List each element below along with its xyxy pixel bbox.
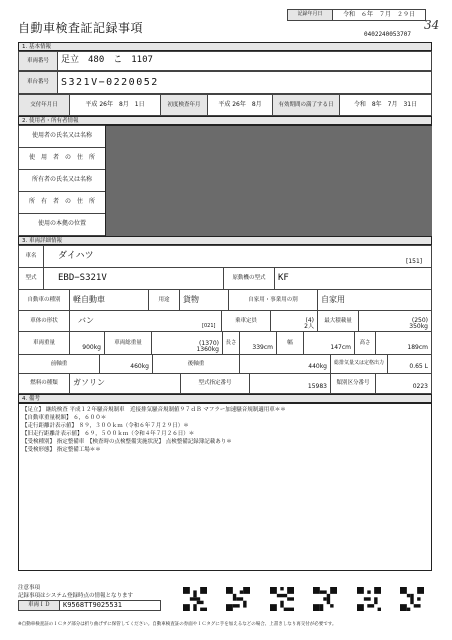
qr-code: [183, 587, 207, 611]
body-value: バン: [69, 310, 222, 332]
plate-label: 車両番号: [18, 51, 58, 71]
fuel-label: 燃料の種類: [18, 373, 70, 394]
document-number: 0402240053707: [364, 31, 411, 38]
base-location-label: 使用の本拠の位置: [18, 213, 106, 236]
user-address-label: 使 用 者 の 住 所: [18, 147, 106, 170]
handwritten-mark: 34: [424, 18, 440, 32]
remark-line: 【走行距離計表示値】 ８９，３００ｋｍ（令和６年７月２９日）＊: [22, 423, 189, 429]
qr-code: [400, 587, 424, 611]
redacted-owner-info: [106, 126, 432, 236]
section-owner-info: 2. 使用者・所有者情報: [18, 116, 432, 125]
capacity-current: 2人: [304, 323, 314, 331]
max-load-value: [358, 310, 432, 332]
height-value: 189cm: [375, 331, 432, 355]
owner-name-label-2: 所有者の氏名又は名称: [18, 169, 106, 192]
weight-value: 900kg: [69, 331, 105, 355]
capacity-label: 乗車定員: [221, 310, 271, 332]
remark-line: 【旧走行距離計表示値】 ６９，５００ｋｍ（令和４年７月２６日）＊: [22, 431, 195, 437]
engine-value: KF: [274, 267, 432, 290]
notice-label: 注意事項: [18, 585, 41, 591]
length-label: 長さ: [222, 331, 240, 355]
gross-weight-original: (1370): [199, 339, 219, 347]
first-registration-label: 初度検査年月: [160, 94, 208, 116]
max-load-original: (250): [411, 316, 428, 324]
remark-line: 【自動車重量税額】 ６，６００＊: [22, 415, 107, 421]
expiry-label: 有効期間の満了する日: [272, 94, 340, 116]
displacement-value: 0.65 L: [387, 354, 432, 374]
qr-code: [313, 587, 337, 611]
section-basic-info: 1. 基本情報: [18, 42, 432, 51]
capacity-value: [270, 310, 318, 332]
displacement-label: 総排気量又は定格出力: [330, 354, 388, 374]
class-number-value: 0223: [375, 373, 432, 394]
owner-address-label: 所 有 者 の 住 所: [18, 191, 106, 214]
fuel-value: ガソリン: [69, 373, 181, 394]
record-date-label: 記録年月日: [287, 9, 333, 21]
qr-code: [357, 587, 381, 611]
type-number-value: 15983: [249, 373, 331, 394]
front-axle-value: 460kg: [99, 354, 153, 374]
max-load-label: 最大積載量: [317, 310, 359, 332]
width-value: 147cm: [303, 331, 355, 355]
rear-axle-value: 440kg: [239, 354, 331, 374]
document-title: 自動車検査証記録事項: [18, 21, 144, 35]
max-load-current: 350kg: [409, 323, 428, 331]
issue-date-label: 交付年月日: [18, 94, 70, 116]
capacity-original: (4): [305, 316, 314, 324]
class-number-label: 類別区分番号: [330, 373, 376, 394]
model-label: 型式: [18, 267, 44, 290]
purpose-label: 自家用・事業用の別: [228, 289, 318, 311]
body-code: [021]: [202, 323, 216, 329]
purpose-value: 自家用: [317, 289, 432, 311]
type-number-label: 型式指定番号: [180, 373, 250, 394]
model-value: EBD−S321V: [43, 267, 224, 290]
use-value: 貨物: [179, 289, 229, 311]
section-remarks: 4. 備考: [18, 394, 432, 403]
make-label: 車名: [18, 245, 44, 268]
section-vehicle-detail: 3. 車両詳細情報: [18, 236, 432, 245]
gross-weight-current: 1360kg: [196, 346, 219, 354]
make-code: [151]: [406, 258, 423, 265]
kind-value: 軽自動車: [69, 289, 149, 311]
weight-label: 車両重量: [18, 331, 70, 355]
record-date-value: 令和 ６年 ７月 ２９日: [332, 9, 426, 21]
kind-label: 自動車の種別: [18, 289, 70, 311]
notice-text: 記録事項はシステム登録時点の情報となります: [18, 593, 133, 599]
width-label: 幅: [276, 331, 304, 355]
use-label: 用途: [148, 289, 180, 311]
engine-label: 原動機の型式: [223, 267, 275, 290]
front-axle-label: 前軸重: [18, 354, 100, 374]
qr-code: [226, 587, 250, 611]
rear-axle-label: 後軸重: [152, 354, 240, 374]
owner-name-label: 使用者の氏名又は名称: [18, 125, 106, 148]
first-registration-value: 平成 26年 8月: [207, 94, 273, 116]
bottom-note: ※自動車検査証のＩＣタグ部分は折り曲げずに保管してください。自動車検査証の券面やＩＣタグに手を加えるなどの場合、上書きしなり再交付が必要です。: [18, 622, 337, 627]
vin-value: S321V−0220052: [57, 71, 432, 94]
remark-line: 【受検形態】 指定整備工場＊＊: [22, 447, 101, 453]
vehicle-id-value: K9568TT9025531: [59, 600, 161, 611]
issue-date-value: 平成 26年 8月 1日: [69, 94, 161, 116]
gross-weight-label: 車両総重量: [104, 331, 152, 355]
body-label: 車体の形状: [18, 310, 70, 332]
make-value: ダイハツ: [43, 245, 432, 268]
length-value: 339cm: [239, 331, 277, 355]
expiry-value: 令和 8年 7月 31日: [339, 94, 432, 116]
gross-weight-value: [151, 331, 223, 355]
remark-line: 【足立】 継続検査 平成１２年騒音規制車 近接排気騒音規制値９７ｄＢ マフラー加速騒音規制適用車＊＊: [22, 407, 286, 413]
height-label: 高さ: [354, 331, 376, 355]
vin-label: 車台番号: [18, 71, 58, 94]
plate-number: 足立 480 こ 1107: [57, 51, 432, 71]
qr-code: [270, 587, 294, 611]
vehicle-id-label: 車両ＩＤ: [18, 600, 60, 611]
remark-line: 【受検種別】 指定整備車 【検査時の点検整備実施状況】 点検整備記録簿記載あり＊: [22, 439, 232, 445]
